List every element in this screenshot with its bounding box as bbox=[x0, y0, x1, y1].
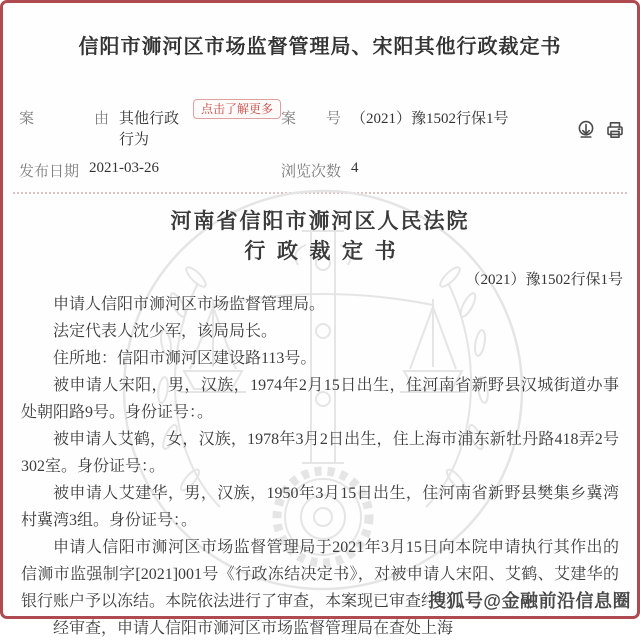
view-count-field bbox=[281, 160, 621, 181]
publish-date-value: 2021-03-26 bbox=[89, 160, 160, 176]
body-paragraph: 被申请人艾鹤，女，汉族，1978年3月2日出生，住上海市浦东新牡丹路418弄2号302室。身份证号：。 bbox=[21, 431, 619, 475]
body-paragraph: 法定代表人沈少军，该局局长。 bbox=[53, 323, 278, 340]
learn-more-badge[interactable]: 点击了解更多 bbox=[193, 99, 281, 119]
sohu-account-watermark: 搜狐号@金融前沿信息圈 bbox=[427, 591, 631, 611]
download-button[interactable] bbox=[576, 120, 596, 140]
body-paragraph: 被申请人宋阳，男，汉族，1974年2月15日出生，住河南省新野县汉城街道办事处朝阳路9号。身份证号：。 bbox=[21, 377, 619, 421]
meta-panel bbox=[3, 102, 637, 181]
printer-icon bbox=[605, 120, 625, 140]
publish-date-field bbox=[19, 160, 281, 181]
case-cause-label: 案 由 bbox=[19, 111, 110, 127]
court-name: 河南省信阳市浉河区人民法院 bbox=[170, 209, 470, 233]
toolbar-icons bbox=[576, 120, 625, 140]
case-number-field bbox=[281, 107, 621, 128]
case-cause-value: 其他行政行为 bbox=[119, 111, 180, 148]
body-paragraph: 申请人信阳市浉河区市场监督管理局于2021年3月15日向本院申请执行其作出的信浉市监强制字[2021]001号《行政冻结决定书》，对被申请人宋阳、艾鹤、艾建华的银行账户予以冻结。本院依法进行了审查，本案现已审查终结。 bbox=[21, 539, 619, 610]
download-icon bbox=[576, 120, 596, 140]
case-number-value: （2021）豫1502行保1号 bbox=[351, 111, 509, 127]
document-case-number: （2021）豫1502行保1号 bbox=[465, 272, 623, 288]
meta-row-2 bbox=[19, 160, 621, 181]
case-number-label: 案 号 bbox=[281, 111, 342, 127]
view-count-label: 浏览次数 bbox=[281, 164, 342, 180]
document-type-title: 行政裁定书 bbox=[244, 239, 408, 263]
page-title: 信阳市浉河区市场监督管理局、宋阳其他行政裁定书 bbox=[78, 36, 562, 58]
ruling-document bbox=[3, 207, 637, 642]
publish-date-label: 发布日期 bbox=[19, 164, 80, 180]
case-cause-field bbox=[19, 102, 281, 149]
print-button[interactable] bbox=[605, 120, 625, 140]
body-paragraph: 申请人信阳市浉河区市场监督管理局。 bbox=[53, 296, 326, 313]
meta-row-1 bbox=[19, 102, 621, 149]
body-paragraph: 经审查，申请人信阳市浉河区市场监督管理局在查处上海 bbox=[53, 620, 454, 637]
body-paragraph: 被申请人艾建华，男，汉族，1950年3月15日出生，住河南省新野县樊集乡冀湾村冀湾3组。身份证号：。 bbox=[21, 485, 619, 529]
body-paragraph: 住所地：信阳市浉河区建设路113号。 bbox=[53, 350, 317, 367]
view-count-value: 4 bbox=[351, 160, 359, 176]
